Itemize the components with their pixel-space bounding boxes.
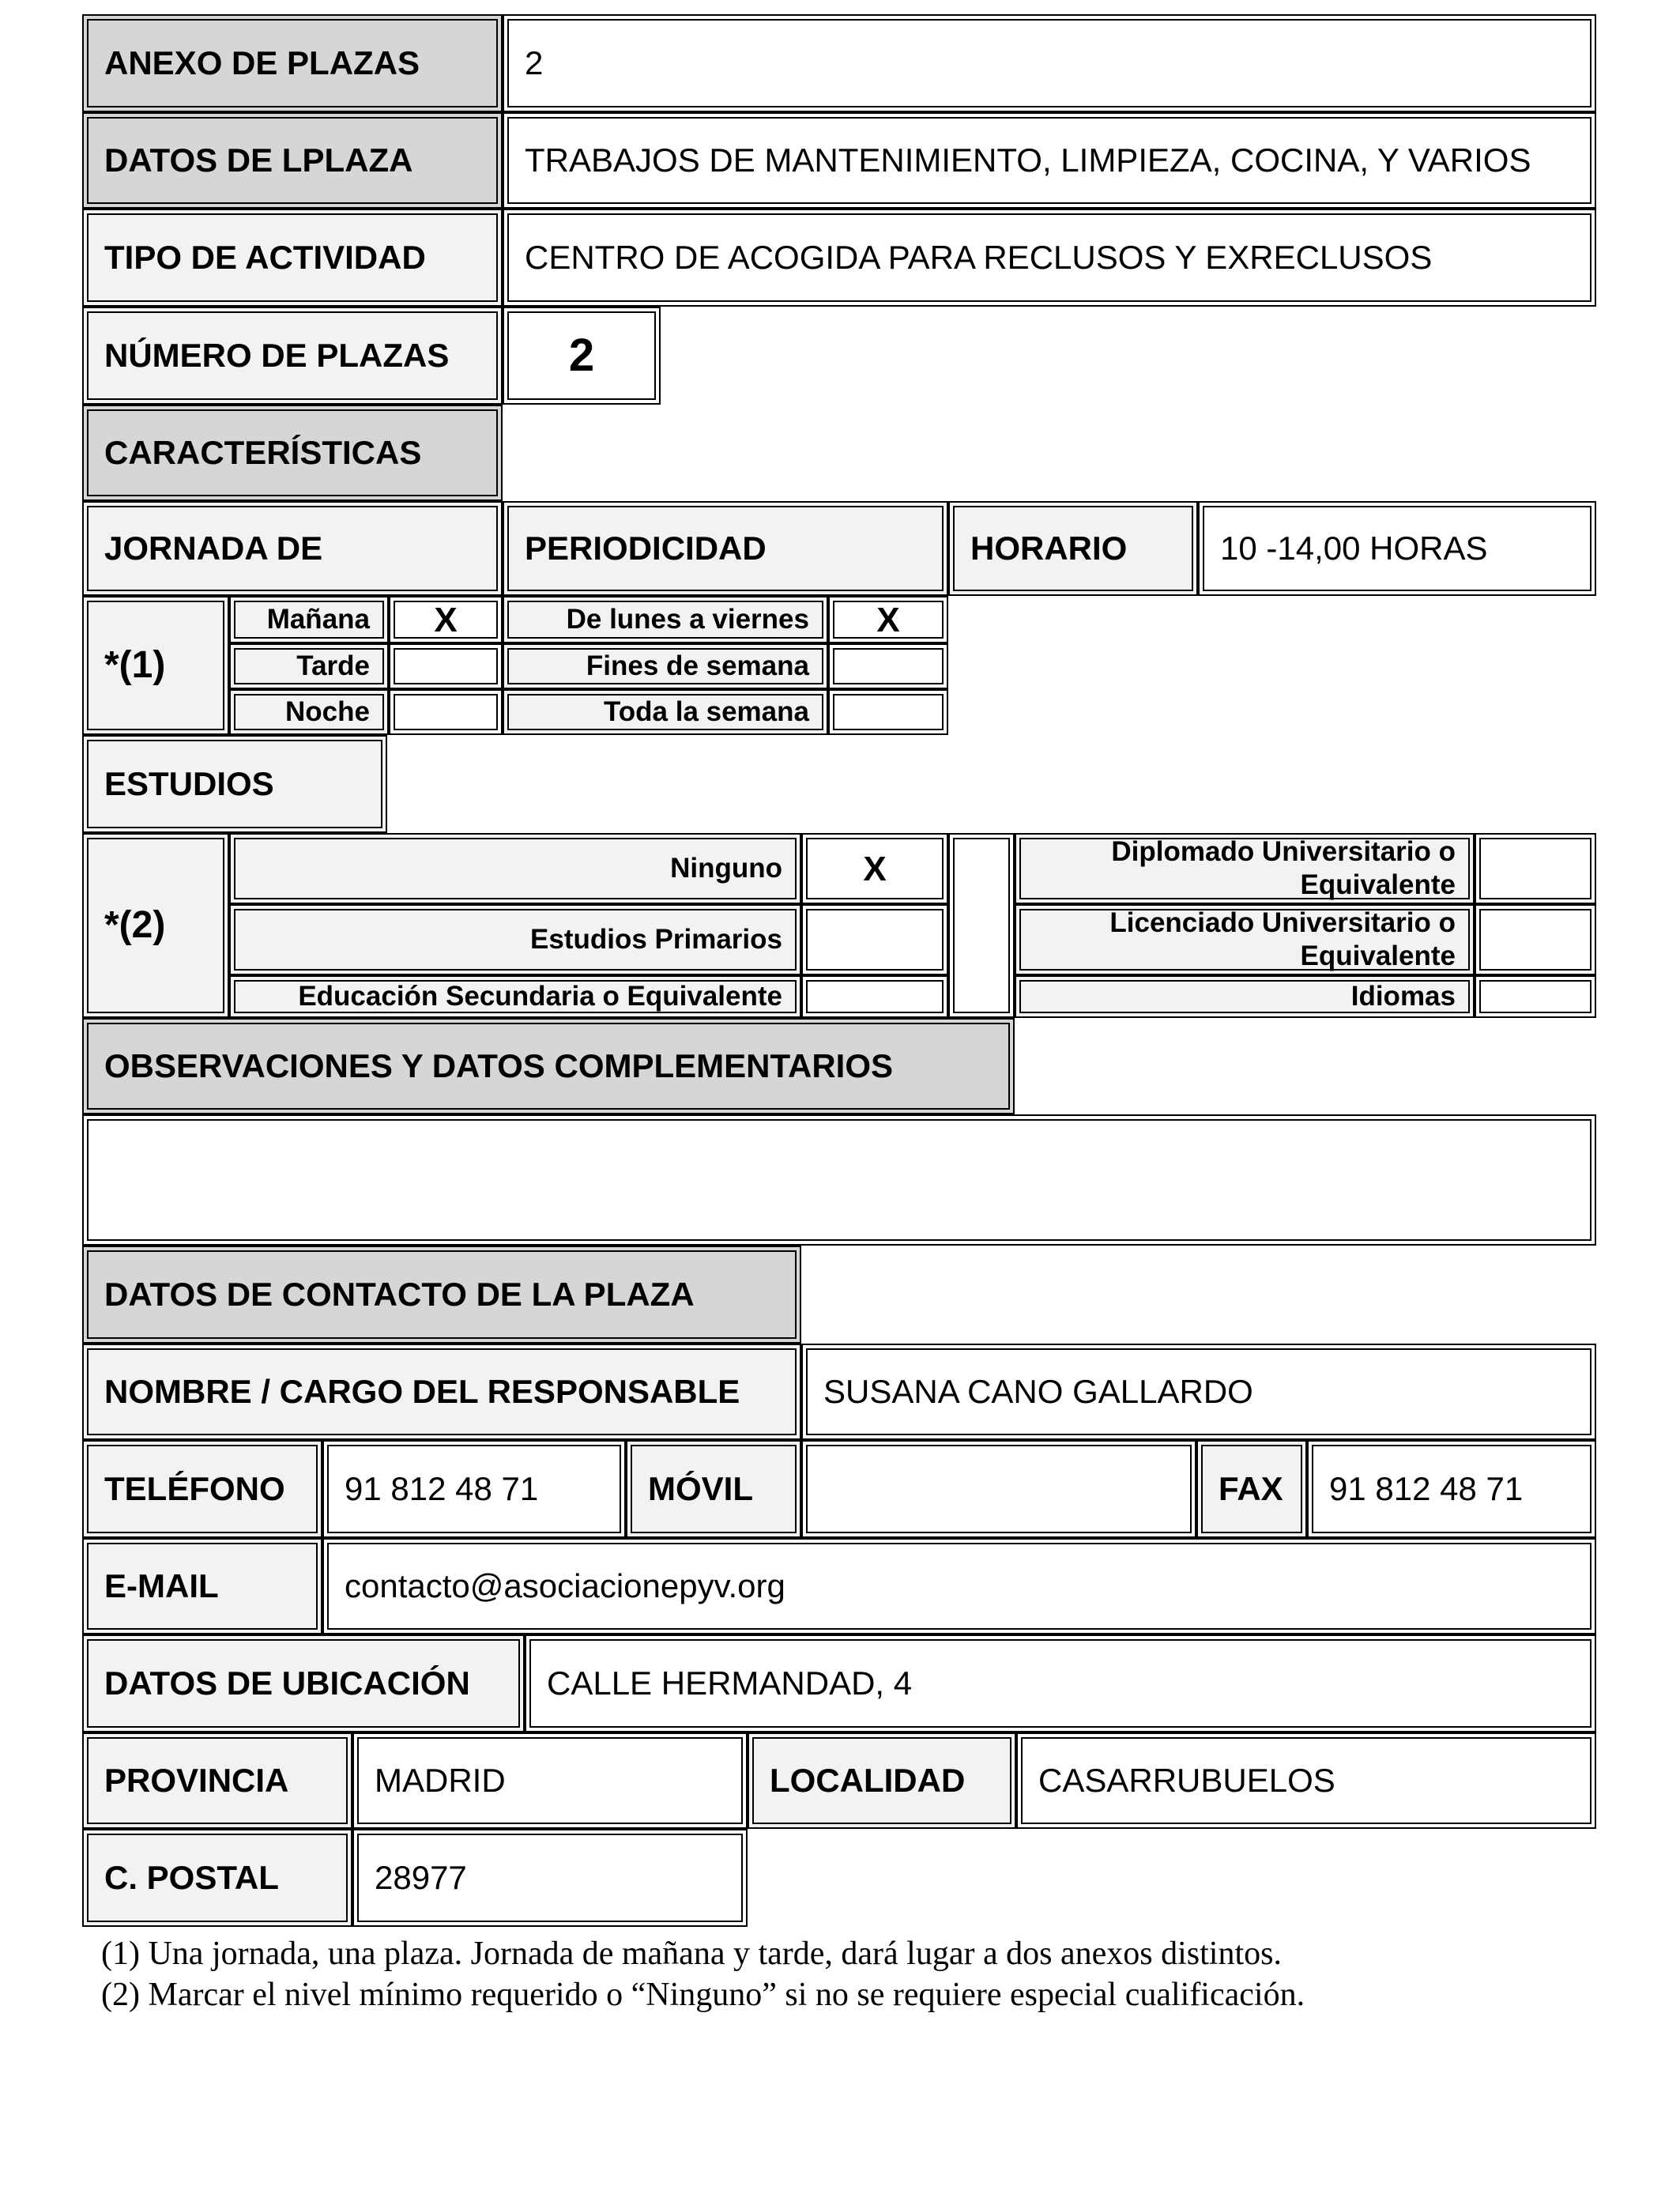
periodo-fines-semana-label: Fines de semana xyxy=(503,643,828,689)
fax-value: 91 812 48 71 xyxy=(1307,1440,1596,1538)
periodo-lunes-viernes-mark[interactable]: X xyxy=(828,596,948,643)
numero-plazas-value: 2 xyxy=(503,307,661,405)
turno-tarde-mark[interactable] xyxy=(389,643,503,689)
provincia-value: MADRID xyxy=(352,1732,748,1829)
tipo-actividad-label: TIPO DE ACTIVIDAD xyxy=(82,209,503,307)
cpostal-label: C. POSTAL xyxy=(82,1829,352,1927)
estudios-ref: *(2) xyxy=(82,833,229,1018)
email-value[interactable]: contacto@asociacionepyv.org xyxy=(322,1538,1596,1634)
estudios-label: ESTUDIOS xyxy=(82,735,387,833)
contacto-label: DATOS DE CONTACTO DE LA PLAZA xyxy=(82,1246,801,1344)
estudio-diplomado-mark[interactable] xyxy=(1475,833,1596,904)
estudio-licenciado-label: Licenciado Universitario o Equivalente xyxy=(1015,904,1475,975)
anexo-value: 2 xyxy=(503,14,1596,112)
datos-plaza-value: TRABAJOS DE MANTENIMIENTO, LIMPIEZA, COCINA, Y VARIOS xyxy=(503,112,1596,209)
turno-noche-label: Noche xyxy=(229,689,389,735)
turno-manana-mark[interactable]: X xyxy=(389,596,503,643)
ubicacion-value: CALLE HERMANDAD, 4 xyxy=(525,1634,1596,1732)
horario-label: HORARIO xyxy=(948,501,1198,596)
cpostal-value: 28977 xyxy=(352,1829,748,1927)
email-label: E-MAIL xyxy=(82,1538,322,1634)
ubicacion-label: DATOS DE UBICACIÓN xyxy=(82,1634,525,1732)
estudio-idiomas-label: Idiomas xyxy=(1015,975,1475,1018)
estudio-licenciado-mark[interactable] xyxy=(1475,904,1596,975)
periodo-toda-semana-label: Toda la semana xyxy=(503,689,828,735)
estudio-secundaria-label: Educación Secundaria o Equivalente xyxy=(229,975,801,1018)
turno-manana-label: Mañana xyxy=(229,596,389,643)
localidad-value: CASARRUBUELOS xyxy=(1016,1732,1596,1829)
anexo-label: ANEXO DE PLAZAS xyxy=(82,14,503,112)
periodicidad-label: PERIODICIDAD xyxy=(503,501,948,596)
turno-tarde-label: Tarde xyxy=(229,643,389,689)
turno-noche-mark[interactable] xyxy=(389,689,503,735)
numero-plazas-label: NÚMERO DE PLAZAS xyxy=(82,307,503,405)
jornada-ref: *(1) xyxy=(82,596,229,735)
estudio-primarios-mark[interactable] xyxy=(801,904,948,975)
periodo-lunes-viernes-label: De lunes a viernes xyxy=(503,596,828,643)
estudio-diplomado-label: Diplomado Universitario o Equivalente xyxy=(1015,833,1475,904)
movil-label: MÓVIL xyxy=(626,1440,801,1538)
caracteristicas-label: CARACTERÍSTICAS xyxy=(82,405,503,501)
estudio-ninguno-label: Ninguno xyxy=(229,833,801,904)
estudios-spacer xyxy=(948,833,1015,1018)
estudio-ninguno-mark[interactable]: X xyxy=(801,833,948,904)
horario-value: 10 -14,00 HORAS xyxy=(1198,501,1596,596)
responsable-value: SUSANA CANO GALLARDO xyxy=(801,1344,1596,1440)
observaciones-value[interactable] xyxy=(82,1114,1596,1246)
estudio-idiomas-mark[interactable] xyxy=(1475,975,1596,1018)
telefono-label: TELÉFONO xyxy=(82,1440,322,1538)
estudio-primarios-label: Estudios Primarios xyxy=(229,904,801,975)
footnote-2: (2) Marcar el nivel mínimo requerido o “Ninguno” si no se requiere especial cualificación. xyxy=(101,1977,1305,2013)
localidad-label: LOCALIDAD xyxy=(748,1732,1016,1829)
periodo-toda-semana-mark[interactable] xyxy=(828,689,948,735)
estudio-secundaria-mark[interactable] xyxy=(801,975,948,1018)
datos-plaza-label: DATOS DE LPLAZA xyxy=(82,112,503,209)
periodo-fines-semana-mark[interactable] xyxy=(828,643,948,689)
responsable-label: NOMBRE / CARGO DEL RESPONSABLE xyxy=(82,1344,801,1440)
fax-label: FAX xyxy=(1196,1440,1307,1538)
provincia-label: PROVINCIA xyxy=(82,1732,352,1829)
jornada-label: JORNADA DE xyxy=(82,501,503,596)
observaciones-label: OBSERVACIONES Y DATOS COMPLEMENTARIOS xyxy=(82,1018,1015,1114)
movil-value xyxy=(801,1440,1196,1538)
footnote-1: (1) Una jornada, una plaza. Jornada de mañana y tarde, dará lugar a dos anexos distintos. xyxy=(101,1936,1282,1972)
telefono-value: 91 812 48 71 xyxy=(322,1440,626,1538)
tipo-actividad-value: CENTRO DE ACOGIDA PARA RECLUSOS Y EXRECLUSOS xyxy=(503,209,1596,307)
